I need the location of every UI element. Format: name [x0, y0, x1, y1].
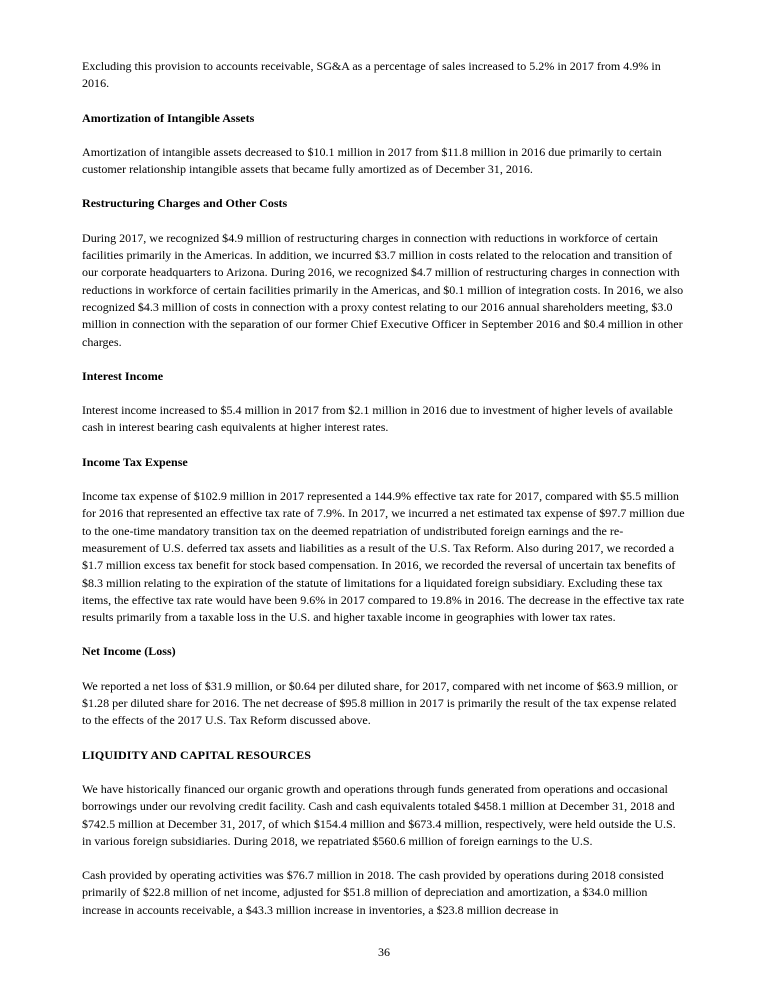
heading-amortization-of-intangible-assets: Amortization of Intangible Assets	[82, 110, 255, 125]
heading-interest-income: Interest Income	[82, 368, 164, 383]
paragraph-income-tax-expense: Income tax expense of $102.9 million in 2017 represented a 144.9% effective tax rate for 2017, compared with $5.5 million for 2016 that represented an effective tax rate of 7.9%. In 2017, we incurred a net estimated tax expense of $97.7 million due to the one-time mandatory transition tax on the deemed repatriation of undistributed foreign earnings and the re-measurement of U.S. deferred tax assets and liabilities as a result of the U.S. Tax Reform. Also during 2017, we recorded a $1.7 million excess tax benefit for stock based compensation. In 2016, we recorded the reversal of uncertain tax benefits of $8.3 million relating to the expiration of the statute of limitations for a liquidated foreign subsidiary. Excluding these tax items, the effective tax rate would have been 9.6% in 2017 compared to 19.8% in 2016. The decrease in the effective tax rate results primarily from a taxable loss in the U.S. and higher taxable income in geographies with lower tax rates.	[82, 489, 685, 625]
page-number: 36	[377, 945, 391, 959]
paragraph-sga-excluding-provision: Excluding this provision to accounts receivable, SG&A as a percentage of sales increased to 5.2% in 2017 from 4.9% in 2016.	[82, 59, 661, 91]
paragraph-net-income-loss: We reported a net loss of $31.9 million, or $0.64 per diluted share, for 2017, compared with net income of $63.9 million, or $1.28 per diluted share for 2016. The net decrease of $95.8 million in 2017 is primarily the result of the tax expense related to the effects of the 2017 U.S. Tax Reform discussed above.	[82, 678, 678, 728]
paragraph-interest-income: Interest income increased to $5.4 million in 2017 from $2.1 million in 2016 due to investment of higher levels of available cash in interest bearing cash equivalents at higher interest rates.	[82, 403, 673, 435]
paragraph-operating-activities: Cash provided by operating activities was $76.7 million in 2018. The cash provided by operations during 2018 consisted primarily of $22.8 million of net income, adjusted for $51.8 million of depreciation and amortization, a $34.0 million increase in accounts receivable, a $43.3 million increase in inventories, a $23.8 million decrease in	[82, 868, 664, 917]
paragraph-amortization: Amortization of intangible assets decreased to $10.1 million in 2017 from $11.8 million in 2016 due primarily to certain customer relationship intangible assets that became fully amortized as of December 31, 2016.	[82, 144, 662, 177]
paragraph-restructuring: During 2017, we recognized $4.9 million of restructuring charges in connection with reductions in workforce of certain facilities primarily in the Americas. In addition, we incurred $3.7 million in costs related to the relocation and transition of our corporate headquarters to Arizona. During 2016, we recognized $4.7 million of restructuring charges in connection with reductions in workforce of certain facilities primarily in the Americas, and $0.1 million of integration costs. In 2016, we also recognized $4.3 million of costs in connection with a proxy contest relating to our 2016 annual shareholders meeting, $3.0 million in connection with the separation of our former Chief Executive Officer in September 2016 and $0.4 million in other charges.	[82, 230, 684, 349]
paragraph-liquidity: We have historically financed our organic growth and operations through funds generated from operations and occasional borrowings under our revolving credit facility. Cash and cash equivalents totaled $458.1 million at December 31, 2018 and $742.5 million at December 31, 2017, of which $154.4 million and $673.4 million, respectively, were held outside the U.S. in various foreign subsidiaries. During 2018, we repatriated $560.6 million of foreign earnings to the U.S.	[82, 781, 676, 848]
heading-restructuring-charges: Restructuring Charges and Other Costs	[82, 196, 288, 211]
heading-net-income-loss: Net Income (Loss)	[82, 644, 176, 659]
heading-liquidity-and-capital-resources: LIQUIDITY AND CAPITAL RESOURCES	[82, 747, 312, 762]
heading-income-tax-expense: Income Tax Expense	[82, 454, 188, 469]
